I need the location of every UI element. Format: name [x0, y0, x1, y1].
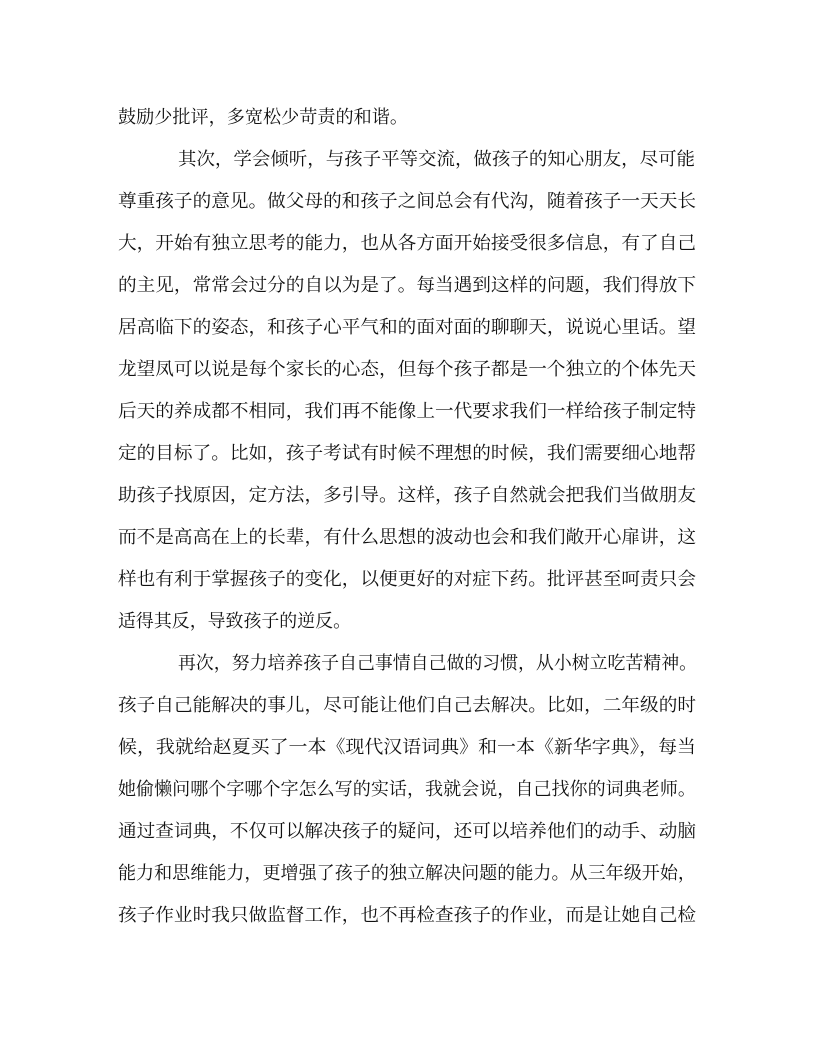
text-line: 定的目标了。比如，孩子考试有时候不理想的时候，我们需要细心地帮	[118, 443, 696, 464]
text-line: 样也有利于掌握孩子的变化，以便更好的对症下药。批评甚至呵责只会	[118, 569, 696, 590]
text-line: 通过查词典，不仅可以解决孩子的疑问，还可以培养他们的动手、动脑	[118, 821, 696, 842]
text-line: 孩子作业时我只做监督工作，也不再检查孩子的作业，而是让她自己检	[118, 905, 696, 926]
text-line: 后天的养成都不相同，我们再不能像上一代要求我们一样给孩子制定特	[118, 401, 696, 422]
paragraph-first-line: 其次，学会倾听，与孩子平等交流，做孩子的知心朋友，尽可能	[178, 149, 695, 170]
text-line: 居高临下的姿态，和孩子心平气和的面对面的聊聊天，说说心里话。望	[118, 317, 696, 338]
text-line: 而不是高高在上的长辈，有什么思想的波动也会和我们敞开心扉讲，这	[118, 527, 696, 548]
text-line: 适得其反，导致孩子的逆反。	[118, 611, 351, 632]
text-line: 的主见，常常会过分的自以为是了。每当遇到这样的问题，我们得放下	[118, 275, 696, 296]
paragraph-first-line: 再次，努力培养孩子自己事情自己做的习惯，从小树立吃苦精神。	[178, 653, 697, 674]
text-line: 龙望凤可以说是每个家长的心态，但每个孩子都是一个独立的个体先天	[118, 359, 696, 380]
text-line: 孩子自己能解决的事儿，尽可能让他们自己去解决。比如，二年级的时	[118, 695, 696, 716]
text-line: 候，我就给赵夏买了一本《现代汉语词典》和一本《新华字典》，每当	[118, 737, 696, 758]
text-line: 鼓励少批评，多宽松少苛责的和谐。	[118, 107, 408, 128]
text-line: 大，开始有独立思考的能力，也从各方面开始接受很多信息，有了自己	[118, 233, 696, 254]
text-line: 尊重孩子的意见。做父母的和孩子之间总会有代沟，随着孩子一天天长	[118, 191, 696, 212]
text-line: 助孩子找原因，定方法，多引导。这样，孩子自然就会把我们当做朋友	[118, 485, 696, 506]
text-line: 她偷懒问哪个字哪个字怎么写的实话，我就会说，自己找你的词典老师。	[118, 779, 696, 800]
text-line: 能力和思维能力，更增强了孩子的独立解决问题的能力。从三年级开始，	[118, 863, 696, 884]
